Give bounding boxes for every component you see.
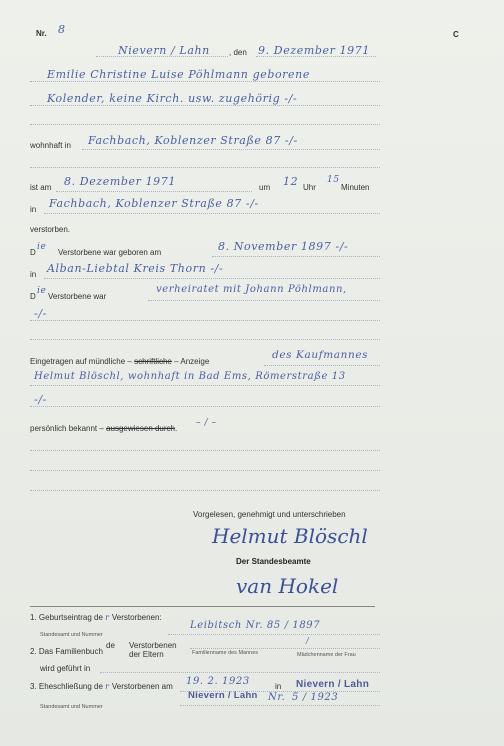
marriage-nr-prefix: Nr. bbox=[268, 692, 286, 703]
marriage-value: verheiratet mit Johann Pöhlmann, bbox=[156, 284, 347, 295]
marriage-in-label: in bbox=[275, 682, 282, 691]
rule bbox=[30, 81, 380, 82]
nr-label: Nr. bbox=[36, 29, 47, 38]
birth-date: 8. November 1897 -/- bbox=[218, 240, 349, 253]
informant-signature: Helmut Blöschl bbox=[212, 524, 368, 548]
den-label: , den bbox=[229, 48, 247, 57]
rule bbox=[168, 634, 380, 635]
name-line-1: Emilie Christine Luise Pöhlmann geborene bbox=[47, 68, 310, 81]
residence-label: wohnhaft in bbox=[30, 141, 71, 150]
footer-item-3-hw: r bbox=[105, 682, 110, 691]
wird-label: wird geführt in bbox=[40, 664, 91, 673]
footer-item-2-label: 2. Das Familienbuch bbox=[30, 647, 103, 656]
birth-place: Alban-Liebtal Kreis Thorn -/- bbox=[47, 262, 224, 275]
rule bbox=[180, 705, 380, 706]
registry-office-stamp: Nievern / Lahn bbox=[188, 690, 258, 701]
footer-item-3-a: 3. Eheschließung de bbox=[30, 682, 103, 691]
registrar-signature: van Hokel bbox=[236, 574, 339, 598]
informant-details: Helmut Blöschl, wohnhaft in Bad Ems, Römerstraße 13 bbox=[34, 371, 346, 382]
registration-label-a: Eingetragen auf mündliche – bbox=[30, 357, 132, 366]
registration-label bbox=[30, 357, 209, 366]
birth-prefix: D bbox=[30, 248, 36, 257]
footer-item-1-a: 1. Geburtseintrag de bbox=[30, 613, 103, 622]
der-eltern-label: der Eltern bbox=[129, 650, 164, 659]
entry-number: 8 bbox=[58, 23, 66, 36]
family-book-slash: / bbox=[306, 636, 310, 645]
rule bbox=[212, 256, 380, 257]
rule bbox=[100, 672, 380, 673]
verstorben-label: verstorben. bbox=[30, 225, 71, 234]
de-label: de bbox=[106, 641, 115, 650]
registrar-label: Der Standesbeamte bbox=[236, 557, 311, 566]
verstorbenen-label: Verstorbenen bbox=[129, 641, 177, 650]
death-place-label: in bbox=[30, 205, 37, 214]
rule bbox=[82, 149, 380, 150]
form-letter: C bbox=[453, 30, 459, 39]
rule bbox=[44, 278, 380, 279]
rule bbox=[30, 320, 380, 321]
informant-title: des Kaufmannes bbox=[272, 349, 369, 361]
footer-item-3-label bbox=[30, 682, 173, 691]
read-approved-label: Vorgelesen, genehmigt und unterschrieben bbox=[193, 510, 346, 519]
registration-place: Nievern / Lahn bbox=[118, 44, 210, 57]
rule bbox=[264, 365, 380, 366]
death-date: 8. Dezember 1971 bbox=[64, 175, 176, 188]
rule bbox=[30, 105, 380, 106]
rule bbox=[30, 339, 380, 340]
marriage-cont: -/- bbox=[34, 307, 47, 320]
known-label-dot: . bbox=[175, 424, 178, 433]
informant-cont: -/- bbox=[34, 393, 47, 406]
birth-label: Verstorbene war geboren am bbox=[58, 248, 162, 257]
marriage-register-number: 5 / 1923 bbox=[292, 692, 339, 703]
registration-label-b: – Anzeige bbox=[174, 357, 210, 366]
known-label-struck: ausgewiesen durch bbox=[106, 424, 175, 433]
rule bbox=[190, 648, 380, 649]
rule bbox=[56, 191, 252, 192]
standesamt-caption-1: Standesamt und Nummer bbox=[40, 632, 103, 638]
footer-item-1-label bbox=[30, 613, 162, 622]
rule bbox=[30, 490, 380, 491]
um-label: um bbox=[259, 183, 271, 192]
marriage-label: Verstorbene war bbox=[48, 292, 107, 301]
birth-register-number: Leibitsch Nr. 85 / 1897 bbox=[190, 620, 321, 631]
known-value: – / – bbox=[196, 418, 217, 428]
standesamt-caption-3: Standesamt und Nummer bbox=[40, 704, 103, 710]
residence-value: Fachbach, Koblenzer Straße 87 -/- bbox=[88, 134, 298, 147]
death-place: Fachbach, Koblenzer Straße 87 -/- bbox=[49, 197, 259, 210]
known-label bbox=[30, 424, 177, 433]
registration-label-struck: schriftliche bbox=[134, 357, 172, 366]
rule bbox=[30, 406, 380, 407]
maedchenname-caption: Mädchenname der Frau bbox=[297, 652, 356, 658]
familienname-caption: Familienname des Mannes bbox=[192, 650, 259, 656]
rule bbox=[148, 300, 380, 301]
marriage-place-stamp: Nievern / Lahn bbox=[296, 679, 370, 690]
minuten-label: Minuten bbox=[341, 183, 370, 192]
footer-item-3-b: Verstorbenen am bbox=[111, 682, 173, 691]
death-hour: 12 bbox=[283, 175, 299, 188]
uhr-label: Uhr bbox=[303, 183, 316, 192]
birth-place-label: in bbox=[30, 270, 37, 279]
rule bbox=[30, 470, 380, 471]
name-line-2: Kolender, keine Kirch. usw. zugehörig -/- bbox=[47, 92, 298, 105]
marriage-prefix: D bbox=[30, 292, 36, 301]
marriage-prefix-hw: ie bbox=[37, 286, 47, 296]
rule bbox=[30, 124, 380, 125]
death-date-label: ist am bbox=[30, 183, 52, 192]
registration-date: 9. Dezember 1971 bbox=[258, 44, 370, 57]
footer-item-1-hw: r bbox=[105, 613, 110, 622]
birth-prefix-hw: ie bbox=[37, 242, 47, 252]
death-minutes: 15 bbox=[327, 175, 340, 185]
rule bbox=[30, 167, 380, 168]
rule bbox=[30, 450, 380, 451]
footer-separator bbox=[30, 606, 375, 607]
rule bbox=[44, 213, 380, 214]
known-label-a: persönlich bekannt – bbox=[30, 424, 104, 433]
footer-item-1-b: Verstorbenen: bbox=[111, 613, 162, 622]
rule bbox=[30, 385, 380, 386]
marriage-date: 19. 2. 1923 bbox=[186, 676, 250, 687]
